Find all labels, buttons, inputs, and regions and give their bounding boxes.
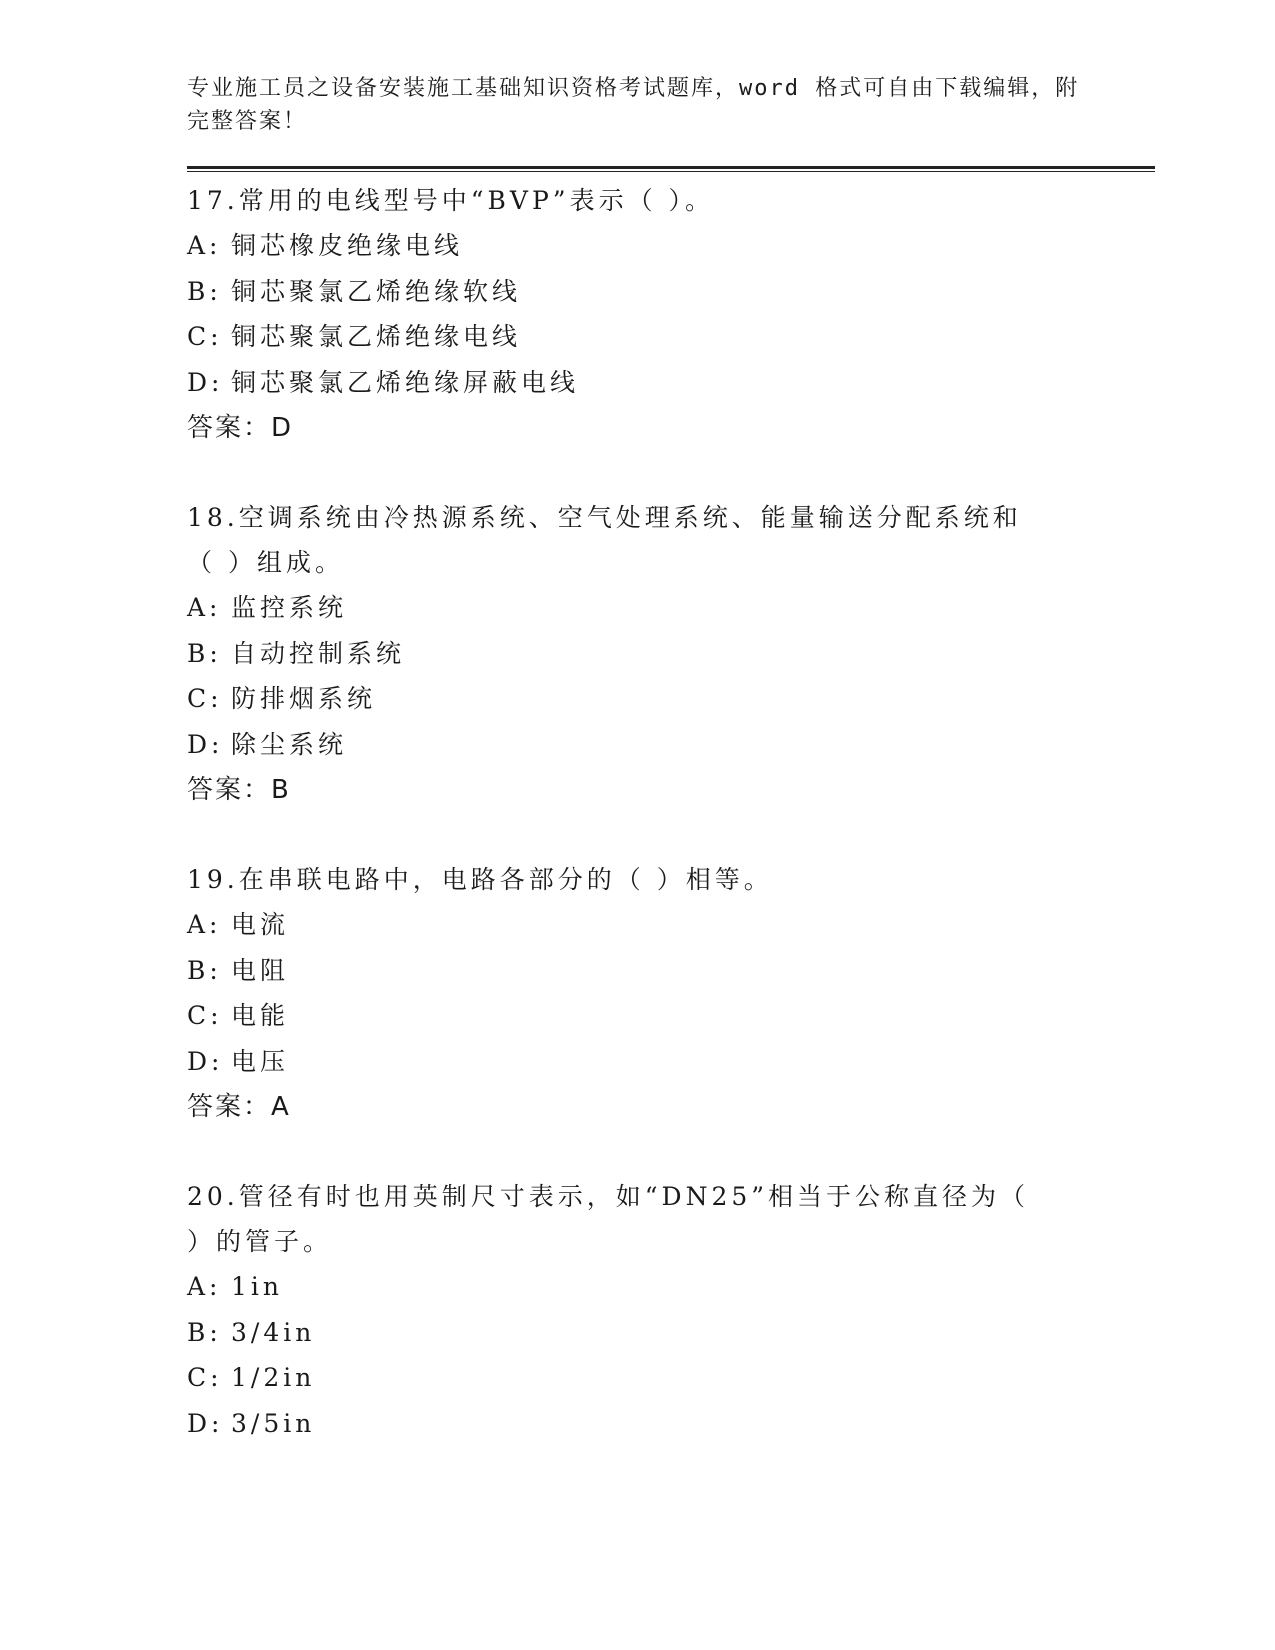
option-text: 电流 <box>231 910 290 939</box>
header-divider <box>187 166 1155 172</box>
question-stem: 17.常用的电线型号中“BVP”表示（ ）。 <box>187 186 715 215</box>
option-key: C: <box>187 1001 223 1030</box>
question-list <box>187 178 1155 1446</box>
option-c <box>187 676 1155 722</box>
option-a <box>187 223 1155 269</box>
option-key: D: <box>187 367 224 397</box>
option-text: 电阻 <box>231 955 290 985</box>
option-key: B: <box>187 1317 222 1347</box>
question-stem: 18.空调系统由冷热源系统、空气处理系统、能量输送分配系统和（ ）组成。 <box>187 503 1022 577</box>
option-key: B: <box>187 955 222 985</box>
option-key: A: <box>187 593 222 622</box>
option-key: C: <box>187 684 223 713</box>
question-17 <box>187 178 1155 451</box>
option-key: B: <box>187 276 222 306</box>
option-a <box>187 585 1155 631</box>
option-key: A: <box>187 231 222 260</box>
option-c <box>187 314 1155 360</box>
option-key: C: <box>187 322 223 351</box>
option-text: 3/5in <box>231 1408 316 1438</box>
option-key: A: <box>187 1272 222 1301</box>
question-20 <box>187 1174 1155 1446</box>
option-key: A: <box>187 910 222 939</box>
question-19 <box>187 857 1155 1130</box>
document-header: 专业施工员之设备安装施工基础知识资格考试题库，word 格式可自由下载编辑，附完整答案！ <box>187 76 1080 134</box>
option-b <box>187 948 1155 994</box>
option-text: 自动控制系统 <box>231 638 406 668</box>
option-key: D: <box>187 1046 224 1076</box>
option-d <box>187 360 1155 406</box>
option-text: 铜芯聚氯乙烯绝缘屏蔽电线 <box>231 367 580 397</box>
answer-label: 答案：A <box>187 1092 291 1122</box>
option-text: 铜芯聚氯乙烯绝缘电线 <box>231 322 522 351</box>
option-c <box>187 1355 1155 1401</box>
option-key: C: <box>187 1363 223 1392</box>
option-b <box>187 269 1155 315</box>
option-d <box>187 1039 1155 1085</box>
option-text: 除尘系统 <box>231 729 348 759</box>
option-text: 1in <box>231 1272 284 1301</box>
option-b <box>187 1310 1155 1356</box>
option-text: 电能 <box>231 1001 290 1030</box>
option-text: 防排烟系统 <box>231 684 377 713</box>
option-text: 监控系统 <box>231 593 348 622</box>
answer-label: 答案：B <box>187 775 291 805</box>
question-18 <box>187 495 1155 813</box>
option-text: 铜芯橡皮绝缘电线 <box>231 231 464 260</box>
option-c <box>187 993 1155 1039</box>
option-b <box>187 631 1155 677</box>
option-d <box>187 1401 1155 1447</box>
option-text: 3/4in <box>231 1317 316 1347</box>
option-a <box>187 902 1155 948</box>
answer-label: 答案：D <box>187 413 294 443</box>
option-key: B: <box>187 638 222 668</box>
option-text: 铜芯聚氯乙烯绝缘软线 <box>231 276 522 306</box>
option-key: D: <box>187 729 224 759</box>
option-key: D: <box>187 1408 224 1438</box>
document-page <box>187 72 1155 1490</box>
option-text: 电压 <box>231 1046 290 1076</box>
option-text: 1/2in <box>231 1363 316 1392</box>
option-d <box>187 722 1155 768</box>
option-a <box>187 1264 1155 1310</box>
question-stem: 19.在串联电路中，电路各部分的（ ）相等。 <box>187 865 773 894</box>
question-stem: 20.管径有时也用英制尺寸表示，如“DN25”相当于公称直径为（ ）的管子。 <box>187 1182 1030 1256</box>
